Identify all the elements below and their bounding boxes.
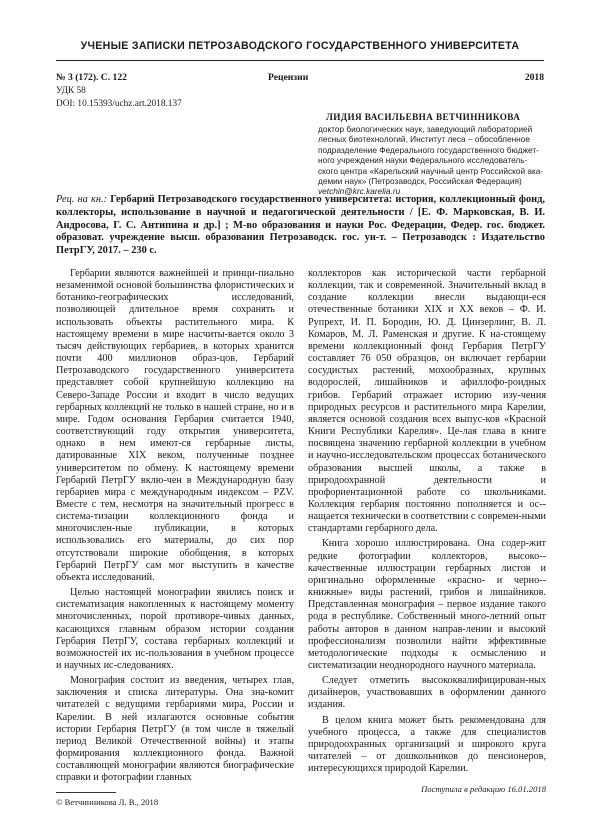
author-name: ЛИДИЯ ВАСИЛЬЕВНА ВЕТЧИННИКОВА	[326, 112, 521, 122]
citation-text: Гербарий Петрозаводского государственного университета: история, коллекционный фонд, коллекторы, использование в научной и педагогической деятельности / [Е. Ф. Марковская, В. И. Андросова, Г. С. Антипина и др.] ; М-во образования и науки Рос. Федерации, Федер. гос. бюджет. образоват. учреждение высш. образования Петрозаводск. гос. ун-т. – Петрозаводск : Издательство ПетрГУ, 2017. – 230 с.	[56, 194, 546, 257]
body-column-right	[308, 268, 546, 796]
issue-year: 2018	[524, 72, 544, 83]
author-email[interactable]: vetchin@krc.karelia.ru	[318, 186, 401, 197]
udk-code: УДК 58	[56, 86, 86, 96]
paragraph: коллекторов как исторической части гербарной коллекции, так и современной. Значительный вклад в создание коллекции внесли выдающи-еся отечественные ботаники XIX и XX веков – Ф. И. Рупрехт, И. П. Бородин, Ю. Д. Цинзерлинг, В. Л. Комаров, М. Л. Раменская и другие. К на-стоящему времени коллекционный фонд Гербария ПетрГУ составляет 76 050 образцов, он включает гербарии сосудистых растений, мохообразных, крупных водорослей, лишайников и афиллофо-роидных грибов. Гербарий отражает историю изу-чения природных ресурсов и растительного мира Карелии, является основой создания всех выпус-ков «Красной Книги Республики Карелия». Це-лая глава в книге посвящена значению гербарной коллекции в учебном и научно-исследовательском процессах ботанического образования высшей школы, а также в природоохранной деятельности и профориентационной работе со школьниками. Коллекция гербария постоянно пополняется и ос-нащается технически в соответствии с современ-ными стандартами гербарного дела.	[308, 268, 546, 535]
affiliation-line: демии наук» (Петрозаводск, Российская Федерация)	[318, 176, 522, 187]
affiliation-line: подразделение Федерального государственного бюджет-	[318, 144, 539, 155]
citation-lead: Рец. на кн.:	[56, 194, 108, 205]
paragraph: В целом книга может быть рекомендована для учебного процесса, а также для специалистов природоохранных организаций и широкого круга читателей – от дошкольников до пенсионеров, интересующихся природой Карелии.	[308, 714, 546, 775]
paragraph: Гербарии являются важнейшей и принци-пиально незаменимой основой большинства флористических и ботанико-географических исследований, позволяющей длительное время сохранять и использовать объекты растительного мира. К настоящему времени в мире насчиты-вается около 3 тысяч действующих гербариев, в которых хранится почти 400 миллионов образ-цов. Гербарий Петрозаводского государственного университета представляет собой крупнейшую коллекцию на Северо-Западе России и входит в число ведущих гербарных коллекций не только в нашей стране, но и в мире. Годом основания Гербария считается 1940, соответствующий году открытия университета, однако в нем имеют-ся гербарные листы, датированные XIX веком, полученные позднее университетом по обмену. К настоящему времени Гербарий ПетрГУ вклю-чен в Международную базу гербариев мира с международным индексом – PZV. Вместе с тем, несмотря на значительный прогресс в система-тизации коллекционного фонда и многочислен-ные публикации, в которых использовались его материалы, до сих пор отсутствовали широкие обобщения, в которых Гербарий ПетрГУ сам мог выступить в качестве объекта исследований.	[56, 268, 294, 583]
paragraph: Целью настоящей монографии явились поиск и систематизация накопленных к настоящему моменту многочисленных, порой противоре-чивых данных, касающихся главным образом истории создания Гербария ПетрГУ, состава гербарных коллекций и возможностей их ис-пользования в учебном процессе и научных ис-следованиях.	[56, 587, 294, 671]
book-citation	[56, 194, 545, 258]
affiliation-line: доктор биологических наук, заведующий лабораторией	[318, 124, 533, 134]
paragraph: Следует отметить высококвалифицирован-ных дизайнеров, участвовавших в оформлении данного издания.	[308, 675, 546, 711]
doi-link[interactable]: DOI: 10.15393/uchz.art.2018.137	[56, 99, 182, 109]
section-name: Рецензии	[268, 72, 309, 83]
received-date: Поступила в редакцию 16.01.2018	[421, 784, 546, 795]
author-block	[318, 112, 548, 197]
affiliation-line: ного учреждения науки Федерального исследователь-	[318, 155, 528, 166]
footnote-divider	[56, 792, 116, 793]
issue-number: № 3 (172). С. 122	[56, 72, 127, 83]
header-divider	[56, 60, 544, 61]
journal-title: УЧЕНЫЕ ЗАПИСКИ ПЕТРОЗАВОДСКОГО ГОСУДАРСТВЕННОГО УНИВЕРСИТЕТА	[80, 40, 520, 52]
paragraph: Книга хорошо иллюстрирована. Она содер-жит редкие фотографии коллекторов, высоко-качественные иллюстрации гербарных листов и оригинально оформленные «красно- и черно-книжные» виды растений, грибов и лишайников. Представленная монография – первое издание такого рода в республике. Собственный много-летний опыт работы авторов в данном направ-лении и высокий профессионализм позволили найти эффективные методологические подходы к осмыслению и систематизации неоднородного научного материала.	[308, 538, 546, 671]
affiliation-line: ского центра «Карельский научный центр Российской ака-	[318, 165, 544, 176]
body-column-left	[56, 268, 294, 788]
paragraph: Монография состоит из введения, четырех глав, заключения и списка литературы. Она зна-комит читателей с ведущими гербариями мира, России и Карелии. В ней излагаются основные события истории Гербария ПетрГУ (в том числе в тяжелый период Великой Отечественной войны) и этапы формирования коллекционного фонда. Важной составляющей монографии являются биографические справки и фотографии главных	[56, 675, 294, 784]
copyright-note: © Ветчинникова Л. В., 2018	[56, 797, 159, 807]
author-affiliation	[318, 124, 548, 197]
affiliation-line: лесных биотехнологий, Институт леса – обособленное	[318, 134, 530, 145]
